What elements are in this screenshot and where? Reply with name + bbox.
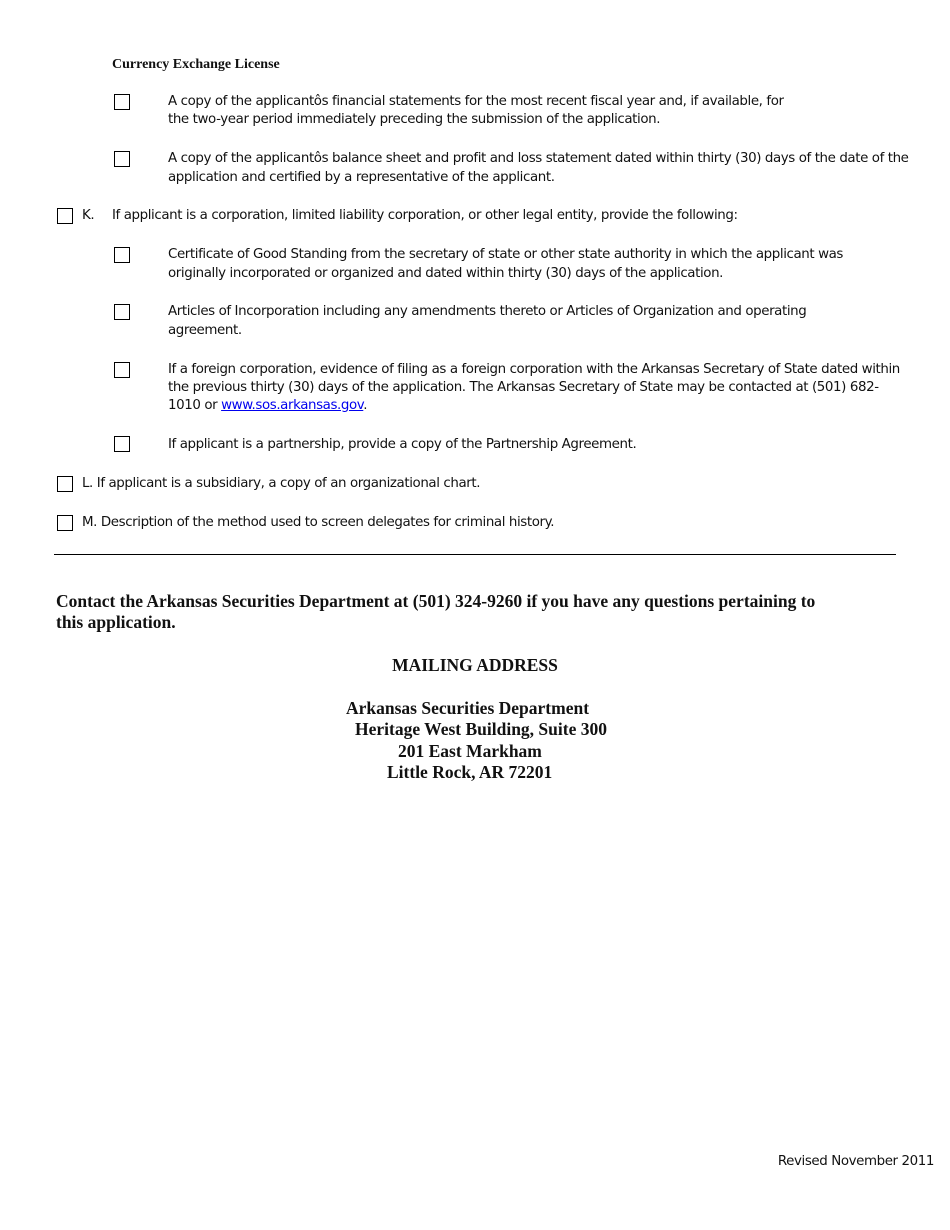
- financial-statements-line1: A copy of the applicantôs financial statements for the most recent fiscal year and, if available, for: [168, 94, 784, 109]
- articles-checkbox[interactable]: [114, 304, 130, 320]
- mailing-street: 201 East Markham: [398, 741, 542, 761]
- articles-line2: agreement.: [168, 323, 242, 338]
- item-l-text: L. If applicant is a subsidiary, a copy of an organizational chart.: [82, 476, 481, 491]
- mailing-heading: MAILING ADDRESS: [392, 655, 558, 675]
- divider: [54, 554, 896, 555]
- item-k-text: If applicant is a corporation, limited liability corporation, or other legal entity, provide the following:: [112, 208, 738, 223]
- foreign-corp-line3-suffix: .: [363, 398, 368, 413]
- good-standing-line2: originally incorporated or organized and dated within thirty (30) days of the application.: [168, 266, 724, 281]
- foreign-corp-checkbox[interactable]: [114, 362, 130, 378]
- mailing-building: Heritage West Building, Suite 300: [355, 719, 607, 739]
- mailing-name: Arkansas Securities Department: [346, 698, 590, 718]
- good-standing-line1: Certificate of Good Standing from the secretary of state or other state authority in which the applicant was: [168, 247, 844, 262]
- sos-website-link[interactable]: www.sos.arkansas.gov: [221, 398, 364, 413]
- financial-statements-checkbox[interactable]: [114, 94, 130, 110]
- balance-sheet-checkbox[interactable]: [114, 151, 130, 167]
- mailing-city: Little Rock, AR 72201: [387, 762, 553, 782]
- partnership-checkbox[interactable]: [114, 436, 130, 452]
- financial-statements-line2: the two-year period immediately preceding the submission of the application.: [168, 112, 661, 127]
- item-k-checkbox[interactable]: [57, 208, 73, 224]
- item-l-checkbox[interactable]: [57, 476, 73, 492]
- contact-line1: Contact the Arkansas Securities Department at (501) 324-9260 if you have any questions pertaining to: [56, 591, 816, 611]
- item-k-label: K.: [82, 208, 95, 223]
- balance-sheet-line1: A copy of the applicantôs balance sheet and profit and loss statement dated within thirty (30) days of the date of the: [168, 151, 909, 166]
- foreign-corp-line3-prefix: 1010 or: [168, 398, 222, 413]
- section-heading: Currency Exchange License: [112, 57, 280, 72]
- revised-date: Revised November 2011: [777, 1154, 934, 1169]
- good-standing-checkbox[interactable]: [114, 247, 130, 263]
- foreign-corp-line2: the previous thirty (30) days of the application. The Arkansas Secretary of State may be contacted at (501) 682-: [168, 380, 879, 395]
- balance-sheet-line2: application and certified by a representative of the applicant.: [168, 170, 555, 185]
- item-m-checkbox[interactable]: [57, 515, 73, 531]
- contact-line2: this application.: [56, 612, 176, 632]
- item-m-text: M. Description of the method used to screen delegates for criminal history.: [82, 515, 555, 530]
- articles-line1: Articles of Incorporation including any amendments thereto or Articles of Organization and operating: [168, 304, 807, 319]
- foreign-corp-line3: [168, 397, 367, 416]
- foreign-corp-line1: If a foreign corporation, evidence of filing as a foreign corporation with the Arkansas Secretary of State dated within: [168, 362, 900, 377]
- partnership-text: If applicant is a partnership, provide a copy of the Partnership Agreement.: [168, 437, 637, 452]
